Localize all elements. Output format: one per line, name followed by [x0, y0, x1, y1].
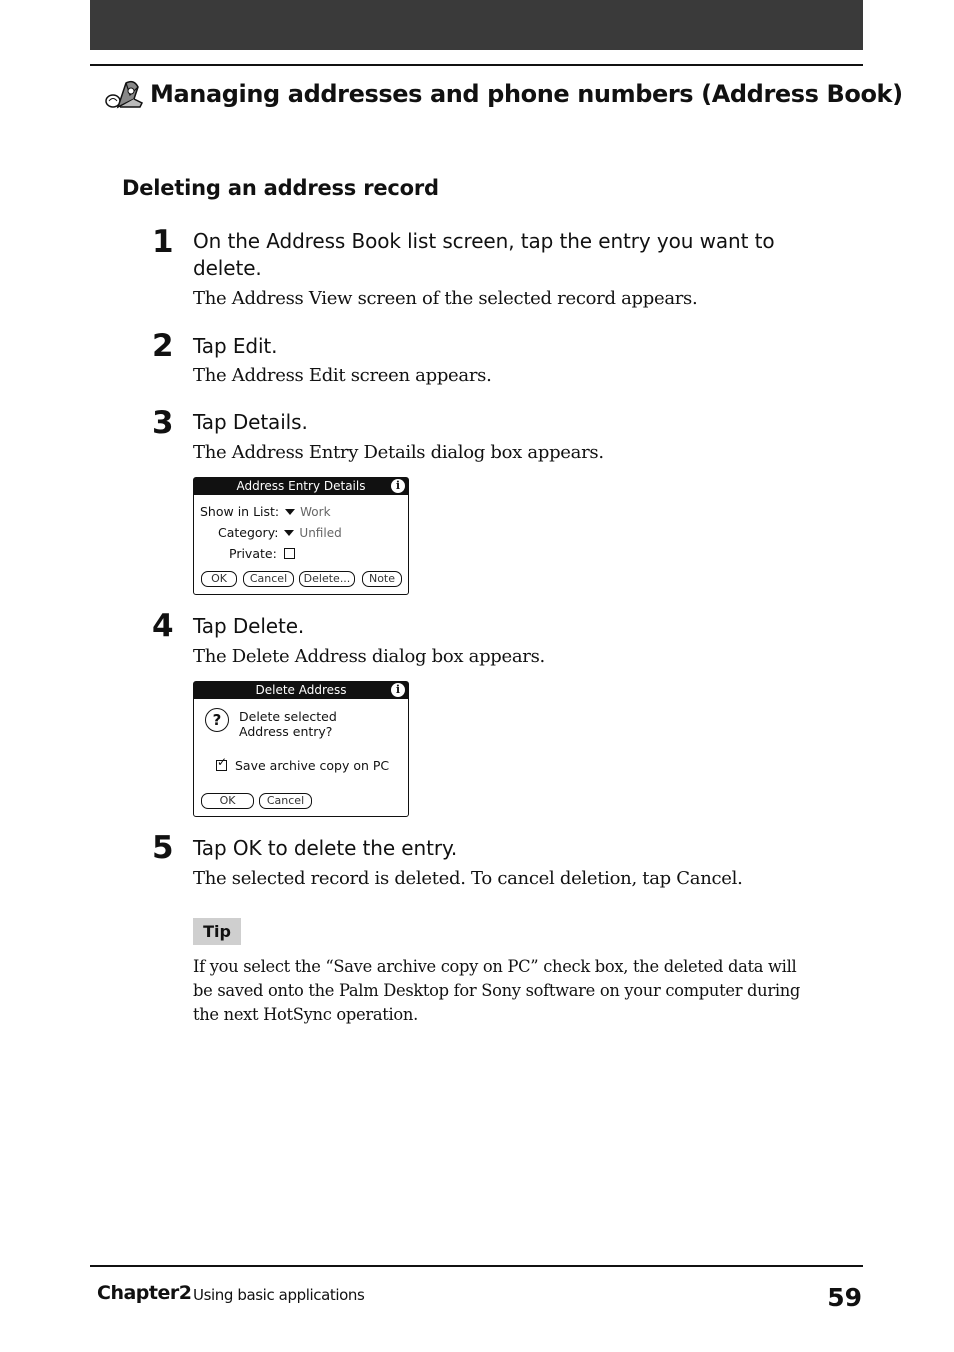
archive-row	[208, 758, 389, 773]
step-2-text: Tap Edit.	[193, 334, 278, 358]
tip-text: If you select the “Save archive copy on PC” check box, the deleted data will be saved onto the Palm Desktop for Sony software on your computer during the next HotSync operation.	[193, 957, 801, 1024]
category-value[interactable]: Unfiled	[299, 525, 342, 540]
dialog-title: Address Entry Details	[236, 479, 366, 493]
question-icon: ?	[205, 708, 229, 732]
info-icon[interactable]: i	[391, 479, 405, 493]
dialog-title-bar	[194, 478, 408, 495]
header-band	[90, 0, 863, 50]
step-1-result: The Address View screen of the selected record appears.	[193, 288, 698, 309]
step-2-number: 2	[152, 328, 174, 364]
dialog-title: Delete Address	[255, 683, 347, 697]
step-5-number: 5	[152, 830, 174, 866]
section-heading: Deleting an address record	[122, 176, 439, 200]
step-4-result: The Delete Address dialog box appears.	[193, 646, 545, 667]
address-entry-details-dialog	[193, 477, 409, 595]
dropdown-triangle-icon[interactable]	[285, 509, 295, 515]
show-in-list-row	[200, 504, 331, 519]
page-header	[104, 74, 903, 114]
step-5-result: The selected record is deleted. To cancel deletion, tap Cancel.	[193, 868, 743, 889]
delete-button[interactable]: Delete...	[299, 571, 355, 587]
step-5-text: Tap OK to delete the entry.	[193, 836, 458, 860]
step-2-result: The Address Edit screen appears.	[193, 365, 492, 386]
step-3-number: 3	[152, 405, 174, 441]
step-4-number: 4	[152, 608, 174, 644]
step-1-text: On the Address Book list screen, tap the entry you want to delete.	[193, 229, 775, 280]
dialog-title-bar	[194, 682, 408, 699]
show-in-list-value[interactable]: Work	[300, 504, 331, 519]
category-row	[218, 525, 342, 540]
ok-button[interactable]: OK	[201, 571, 237, 587]
info-icon[interactable]: i	[391, 683, 405, 697]
page-title: Managing addresses and phone numbers (Address Book)	[150, 80, 903, 108]
ok-button[interactable]: OK	[201, 793, 254, 809]
step-3-text: Tap Details.	[193, 410, 308, 434]
page-number: 59	[827, 1283, 862, 1312]
step-1-number: 1	[152, 224, 174, 260]
address-book-icon	[104, 77, 144, 111]
cancel-button[interactable]: Cancel	[259, 793, 312, 809]
private-label: Private:	[229, 546, 277, 561]
delete-message-text: Address entry?	[239, 724, 333, 739]
delete-address-dialog	[193, 681, 409, 817]
delete-message-line-2	[239, 724, 332, 739]
private-row	[229, 546, 295, 561]
header-rule	[90, 64, 863, 66]
step-4-text: Tap Delete.	[193, 614, 305, 638]
footer-chapter: Chapter2	[97, 1282, 192, 1304]
category-label: Category:	[218, 525, 279, 540]
delete-message-text: Delete selected	[239, 709, 337, 724]
step-3-result: The Address Entry Details dialog box appears.	[193, 442, 604, 463]
tip-label: Tip	[193, 918, 241, 945]
show-in-list-label: Show in List:	[200, 504, 280, 519]
dropdown-triangle-icon[interactable]	[284, 530, 294, 536]
footer-rule	[90, 1265, 863, 1267]
note-button[interactable]: Note	[362, 571, 402, 587]
delete-message-line-1	[239, 709, 337, 724]
archive-checkbox[interactable]	[216, 760, 227, 771]
cancel-button[interactable]: Cancel	[243, 571, 294, 587]
archive-label: Save archive copy on PC	[235, 758, 390, 773]
private-checkbox[interactable]	[284, 548, 295, 559]
footer-subtitle: Using basic applications	[193, 1286, 365, 1304]
